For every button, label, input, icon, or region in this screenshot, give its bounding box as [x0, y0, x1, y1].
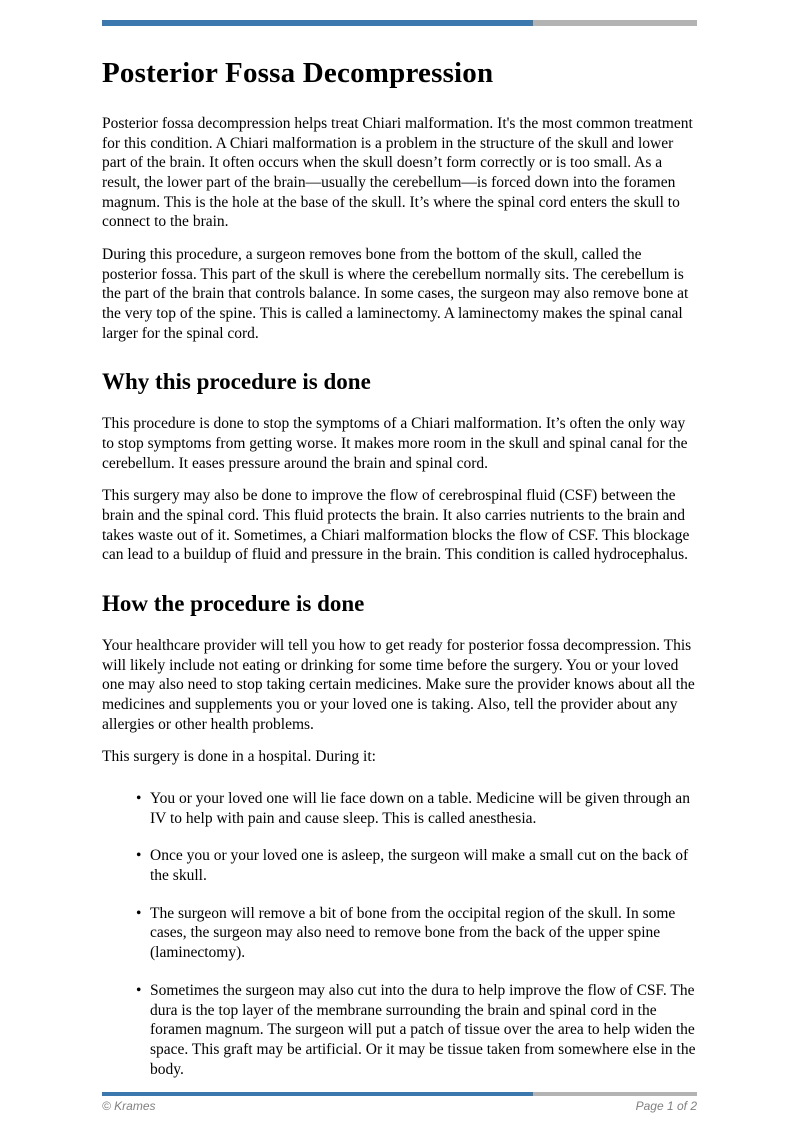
page-number: Page 1 of 2	[635, 1099, 697, 1113]
copyright-text: © Krames	[102, 1099, 156, 1113]
intro-paragraph-2: During this procedure, a surgeon removes bone from the bottom of the skull, called the posterior fossa. This part of the skull is where the cerebellum normally sits. The cerebellum is the part of the brain that controls balance. In some cases, the surgeon may also remove bone at the very top of the spine. This is called a laminectomy. A laminectomy makes the spinal canal larger for the spinal cord.	[102, 246, 689, 342]
section-heading-why: Why this procedure is done	[102, 369, 371, 395]
list-item	[102, 904, 697, 963]
header-rule-gray-segment	[533, 20, 697, 26]
why-paragraph-1: This procedure is done to stop the symptoms of a Chiari malformation. It’s often the only way to stop symptoms from getting worse. It makes more room in the skull and spinal canal for the cerebellum. It eases pressure around the brain and spinal cord.	[102, 415, 688, 472]
list-item	[102, 846, 697, 885]
section-heading-how: How the procedure is done	[102, 591, 365, 617]
footer-rule-gray-segment	[533, 1092, 697, 1096]
list-item-text: Once you or your loved one is asleep, the surgeon will make a small cut on the back of the skull.	[150, 847, 689, 885]
footer-rule-blue-segment	[102, 1092, 533, 1096]
bullet-icon: •	[136, 904, 142, 922]
header-rule-blue-segment	[102, 20, 533, 26]
list-item	[102, 789, 697, 828]
intro-paragraph-1: Posterior fossa decompression helps treat Chiari malformation. It's the most common treatment for this condition. A Chiari malformation is a problem in the structure of the skull and lower part of the brain. It often occurs when the skull doesn’t form correctly or is too small. As a result, the lower part of the brain—usually the cerebellum—is forced down into the foramen magnum. This is the hole at the base of the skull. It’s where the spinal cord enters the skull to connect to the brain.	[102, 115, 693, 231]
procedure-steps-list	[102, 789, 697, 1079]
bullet-icon: •	[136, 847, 142, 865]
list-item-text: The surgeon will remove a bit of bone from the occipital region of the skull. In some cases, the surgeon may also need to remove bone from the back of the upper spine (laminectomy).	[150, 904, 676, 962]
how-paragraph-2: This surgery is done in a hospital. During it:	[102, 748, 376, 766]
why-paragraph-2: This surgery may also be done to improve the flow of cerebrospinal fluid (CSF) between the brain and the spinal cord. This fluid protects the brain. It also carries nutrients to the brain and takes waste out of it. Sometimes, a Chiari malformation blocks the flow of CSF. This blockage can lead to a buildup of fluid and pressure in the brain. This condition is called hydrocephalus.	[102, 487, 690, 564]
list-item-text: Sometimes the surgeon may also cut into the dura to help improve the flow of CSF. The dura is the top layer of the membrane surrounding the brain and spinal cord in the foramen magnum. The surgeon will put a patch of tissue over the area to help widen the space. This graft may be artificial. Or it may be tissue taken from somewhere else in the body.	[150, 981, 696, 1078]
list-item-text: You or your loved one will lie face down on a table. Medicine will be given through an IV to help with pain and cause sleep. This is called anesthesia.	[150, 790, 690, 827]
bullet-icon: •	[136, 981, 142, 999]
how-paragraph-1: Your healthcare provider will tell you how to get ready for posterior fossa decompression. This will likely include not eating or drinking for some time before the surgery. You or your loved one may also need to stop taking certain medicines. Make sure the provider knows about all the medicines and supplements you or your loved one is taking. Also, tell the provider about any allergies or other health problems.	[102, 637, 695, 733]
footer-row	[102, 1099, 697, 1113]
footer-rule	[102, 1092, 697, 1096]
page-title: Posterior Fossa Decompression	[102, 57, 494, 89]
bullet-icon: •	[136, 790, 142, 808]
list-item	[102, 981, 697, 1079]
footer	[102, 1092, 697, 1113]
header-rule	[102, 20, 697, 26]
